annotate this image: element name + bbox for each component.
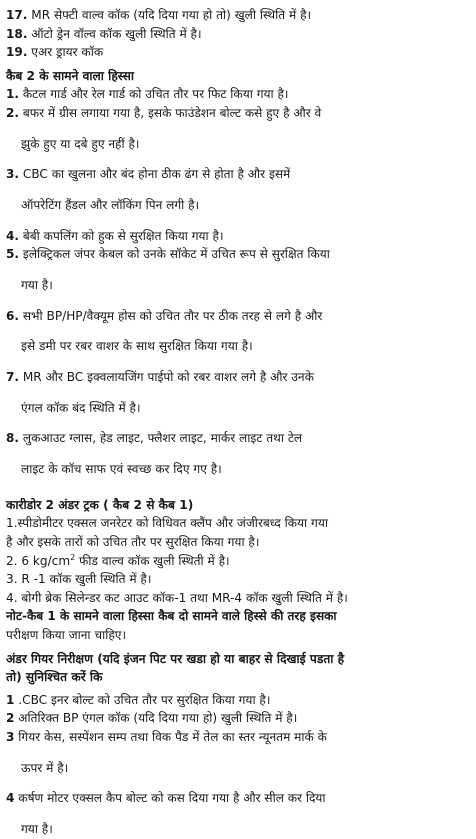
list-item-continuation: गया है। bbox=[21, 278, 53, 292]
paragraph-line: है और इसके तारों को उचित तौर पर सुरक्षित किया गया है। bbox=[6, 535, 260, 549]
list-item: 7. MR और BC इक्वलायजिंग पाईपो को रबर वाशर लगे है और उनके bbox=[6, 370, 314, 385]
section-heading: कारीडोर 2 अंडर ट्रक ( कैब 2 से कैब 1) bbox=[6, 497, 194, 512]
section2-body bbox=[6, 514, 470, 644]
list-item-continuation: गया है। bbox=[21, 822, 53, 836]
item-text: ऑटो ड्रेन वॉल्व कॉक खुली स्थिति में है। bbox=[31, 26, 202, 41]
list-item bbox=[6, 25, 470, 44]
list-item: 5. इलेक्ट्रिकल जंपर केबल को उनके सॉकेट में उचित रूप से सुरक्षित किया bbox=[6, 247, 330, 262]
list-item: 3 गियर केस, सस्पेंशन सम्प तथा विक पैड में तेल का स्तर न्यूनतम मार्क के bbox=[6, 729, 327, 744]
list-item: 6. सभी BP/HP/वैक्यूम होस को उचित तौर पर ठीक तरह से लगे है और bbox=[6, 308, 323, 323]
list-item: 1. कैटल गार्ड और रेल गार्ड को उचित तौर पर फिट किया गया है। bbox=[6, 87, 289, 102]
list-item-continuation: झुके हुए या दबे हुए नहीं है। bbox=[21, 136, 140, 151]
list-item: 4. बेबी कपलिंग को हुक से सुरक्षित किया गया है। bbox=[6, 228, 224, 243]
list-item-continuation: लाइट के कॉच साफ एवं स्वच्छ कर दिए गए है। bbox=[21, 462, 222, 477]
top-list bbox=[6, 6, 470, 62]
list-item: 4 कर्षण मोटर एक्सल कैप बोल्ट को कस दिया गया है और सील कर दिया bbox=[6, 791, 326, 806]
item-text: MR सेफ्टी वाल्व कॉक (यदि दिया गया हो तो) खुली स्थिति में है। bbox=[31, 8, 312, 22]
list-item bbox=[6, 6, 470, 25]
note-line: नोट-कैब 1 के सामने वाला हिस्सा कैब दो सामने वाले हिस्से की तरह इसका bbox=[6, 609, 337, 624]
list-item-continuation: इसे डमी पर रबर वाशर के साथ सुरक्षित किया गया है। bbox=[21, 339, 253, 354]
section-heading: अंडर गियर निरीक्षण (यदि इंजन पिट पर खडा हो या बाहर से दिखाई पडता है bbox=[6, 651, 345, 666]
list-item: 8. लुकआउट ग्लास, हेड लाइट, फ्लैशर लाइट, मार्कर लाइट तथा टेल bbox=[6, 431, 303, 446]
item-number: 18. bbox=[6, 26, 28, 41]
list-item-continuation: ऑपरेटिंग हैंडल और लॉकिंग पिन लगी है। bbox=[21, 198, 200, 213]
list-item: 1 .CBC इनर बोल्ट को उचित तौर पर सुरक्षित किया गया है। bbox=[6, 692, 271, 707]
paragraph-line: 4. बोगी ब्रेक सिलेन्डर कट आउट कॉक-1 तथा MR-4 कॉक खुली स्थिति में है। bbox=[6, 590, 348, 605]
item-text: एअर ड्रायर कॉक bbox=[31, 45, 104, 60]
section1-list bbox=[6, 85, 470, 478]
list-item-continuation: ऊपर में है। bbox=[21, 760, 69, 775]
paragraph-line: 3. R -1 कॉक खुली स्थिति में है। bbox=[6, 572, 152, 587]
list-item-continuation: एंगल कॉक बंद स्थिति में है। bbox=[21, 400, 141, 415]
list-item: 2 अतिरिक्त BP एंगल कॉक (यदि दिया गया हो) खुली स्थिति में है। bbox=[6, 711, 298, 726]
list-item bbox=[6, 43, 470, 62]
paragraph-line: 1.स्पीडोमीटर एक्सल जनरेटर को विधिवत क्लैंप और जंजीरबध्द किया गया bbox=[6, 516, 328, 531]
item-number: 19. bbox=[6, 45, 28, 60]
list-item: 3. CBC का खुलना और बंद होना ठीक ढंग से होता है और इसमें bbox=[6, 167, 291, 182]
section3-list bbox=[6, 691, 470, 839]
item-number: 17. bbox=[6, 8, 28, 22]
note-line: परीक्षण किया जाना चाहिए। bbox=[6, 627, 127, 642]
section-heading: कैब 2 के सामने वाला हिस्सा bbox=[6, 68, 135, 83]
paragraph-line: 2. 6 $kg/cm^2$ फीड वाल्व कॉक खुली स्थिती में है। bbox=[6, 552, 230, 568]
list-item: 2. बफर में ग्रीस लगाया गया है, इसके फाउंडेशन बोल्ट कसे हुए है और वे bbox=[6, 105, 322, 120]
section-heading: तो) सुनिश्चित करें कि bbox=[6, 670, 103, 685]
